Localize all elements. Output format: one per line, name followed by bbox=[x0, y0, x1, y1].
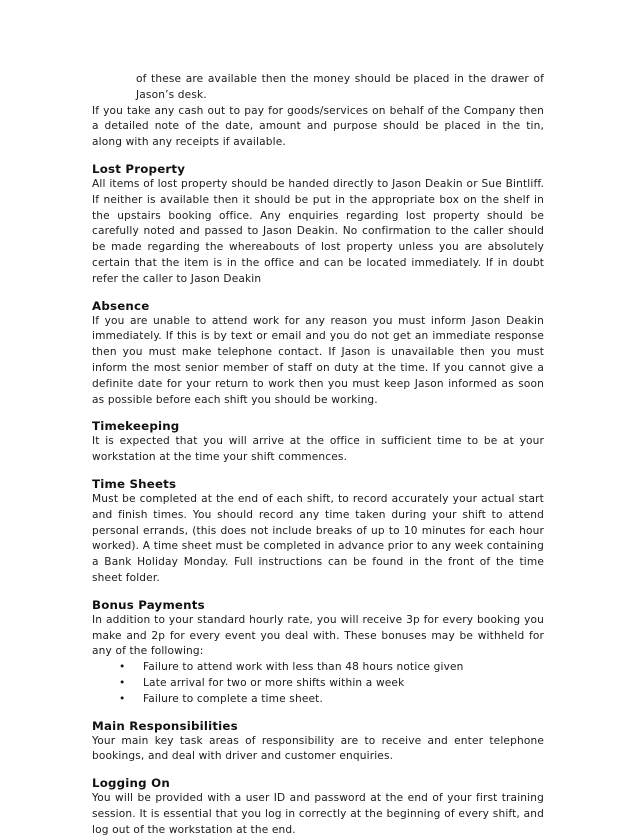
list-item-text: Failure to attend work with less than 48 hours notice given bbox=[143, 661, 464, 674]
section-body: You will be provided with a user ID and password at the end of your first training session. It is essential that you log in correctly at the beginning of every shift, and log out of the workstation at the end. bbox=[92, 792, 544, 836]
section-logging-on bbox=[92, 776, 544, 838]
section-heading: Timekeeping bbox=[92, 419, 180, 434]
bullet-icon: • bbox=[119, 692, 126, 705]
section-lost-property bbox=[92, 162, 544, 288]
section-body: If you are unable to attend work for any reason you must inform Jason Deakin immediately. If this is by text or email and you do not get an immediate response then you must make telephone contact. If Jason is unavailable then you must inform the most senior member of staff on duty at the time. If you cannot give a definite date for your return to work then you must keep Jason informed as soon as possible before each shift you should be working. bbox=[92, 314, 544, 406]
section-heading: Lost Property bbox=[92, 161, 186, 176]
section-absence bbox=[92, 299, 544, 409]
bullet-icon: • bbox=[119, 676, 126, 689]
list-item-text: Late arrival for two or more shifts within a week bbox=[143, 676, 405, 689]
document-page bbox=[92, 72, 544, 838]
list-item bbox=[119, 676, 544, 692]
bonus-bullet-list bbox=[92, 660, 544, 707]
section-heading: Bonus Payments bbox=[92, 597, 205, 612]
section-timekeeping bbox=[92, 419, 544, 466]
section-body: Your main key task areas of responsibility are to receive and enter telephone bookings, and deal with driver and customer enquiries. bbox=[92, 734, 544, 763]
cash-paragraph: If you take any cash out to pay for goods/services on behalf of the Company then a detailed note of the date, amount and purpose should be placed in the tin, along with any receipts if available. bbox=[92, 104, 544, 149]
section-heading: Main Responsibilities bbox=[92, 718, 238, 733]
section-time-sheets bbox=[92, 477, 544, 587]
list-item-text: Failure to complete a time sheet. bbox=[143, 692, 323, 705]
bullet-icon: • bbox=[119, 661, 126, 674]
section-body: Must be completed at the end of each shift, to record accurately your actual start and finish times. You should record any time taken during your shift to attend personal errands, (this does not include breaks of up to 10 minutes for each hour worked). A time sheet must be completed in advance prior to any week containing a Bank Holiday Monday. Full instructions can be found in the front of the time sheet folder. bbox=[92, 492, 544, 584]
continued-paragraph: of these are available then the money should be placed in the drawer of Jason’s desk. bbox=[136, 73, 544, 101]
section-body: In addition to your standard hourly rate, you will receive 3p for every booking you make and 2p for every event you deal with. These bonuses may be withheld for any of the following: bbox=[92, 613, 544, 658]
section-heading: Time Sheets bbox=[92, 476, 177, 491]
section-heading: Logging On bbox=[92, 776, 170, 791]
section-main-responsibilities bbox=[92, 719, 544, 766]
section-body: All items of lost property should be handed directly to Jason Deakin or Sue Bintliff. If neither is available then it should be put in the appropriate box on the shelf in the upstairs booking office. Any enquiries regarding lost property should be carefully noted and passed to Jason Deakin. No confirmation to the caller should be made regarding the whereabouts of lost property unless you are absolutely certain that the item is in the office and can be located immediately. If in doubt refer the caller to Jason Deakin bbox=[92, 177, 544, 285]
section-bonus-payments bbox=[92, 598, 544, 708]
list-item bbox=[119, 660, 544, 676]
section-body: It is expected that you will arrive at the office in sufficient time to be at your workstation at the time your shift commences. bbox=[92, 435, 544, 464]
section-heading: Absence bbox=[92, 298, 150, 313]
list-item bbox=[119, 692, 544, 708]
